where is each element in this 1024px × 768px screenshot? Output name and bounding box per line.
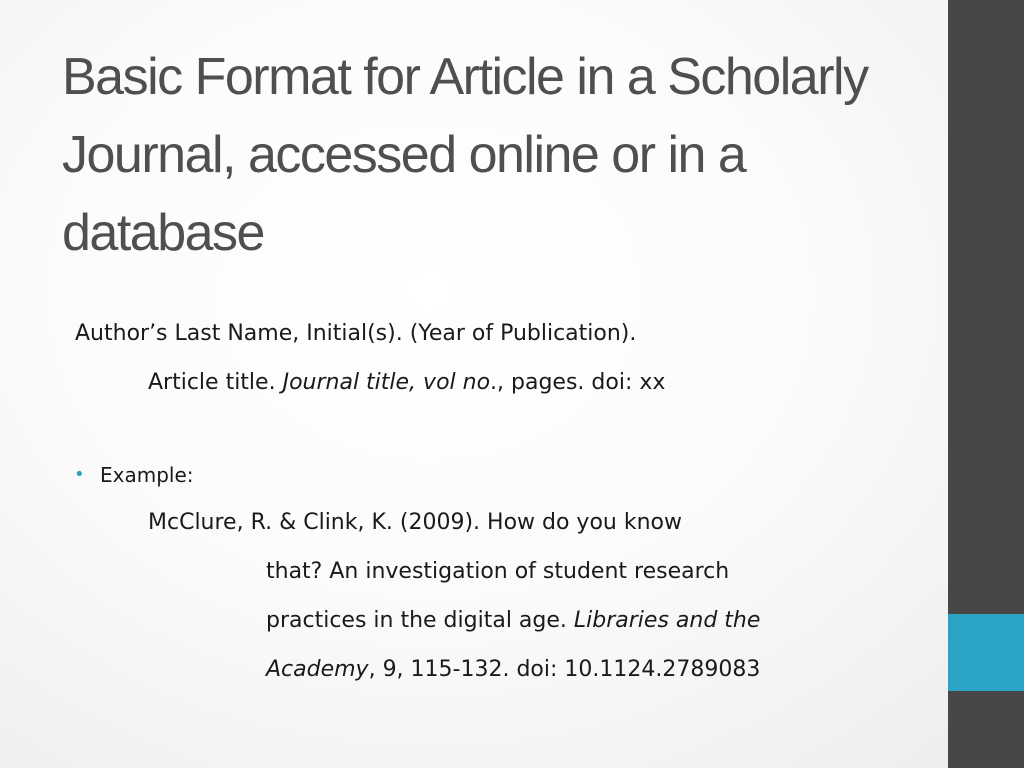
example-line-3 (266, 607, 760, 635)
example-volume-pages-doi: , 9, 115-132. doi: 10.1124.2789083 (368, 657, 761, 682)
example-line-1: McClure, R. & Clink, K. (2009). How do you know (148, 510, 682, 535)
format-article-title: Article title. (148, 370, 283, 395)
example-line-2: that? An investigation of student research (266, 559, 730, 584)
bullet-icon: • (74, 464, 85, 485)
example-label: Example: (100, 463, 194, 487)
example-journal-title-part-2: Academy (266, 657, 369, 682)
format-line-1: Author’s Last Name, Initial(s). (Year of Publication). (75, 321, 637, 346)
example-journal-title-part-1: Libraries and the (573, 608, 761, 633)
format-line-2 (148, 369, 665, 397)
format-pages-doi: ., pages. doi: xx (490, 370, 666, 395)
decorative-accent-block (948, 614, 1024, 691)
slide-title: Basic Format for Article in a Scholarly Journal, accessed online or in a database (62, 48, 868, 262)
example-article-title-end: practices in the digital age. (266, 608, 574, 633)
format-journal-title: Journal title, vol no (282, 370, 491, 395)
example-line-4 (266, 656, 760, 684)
